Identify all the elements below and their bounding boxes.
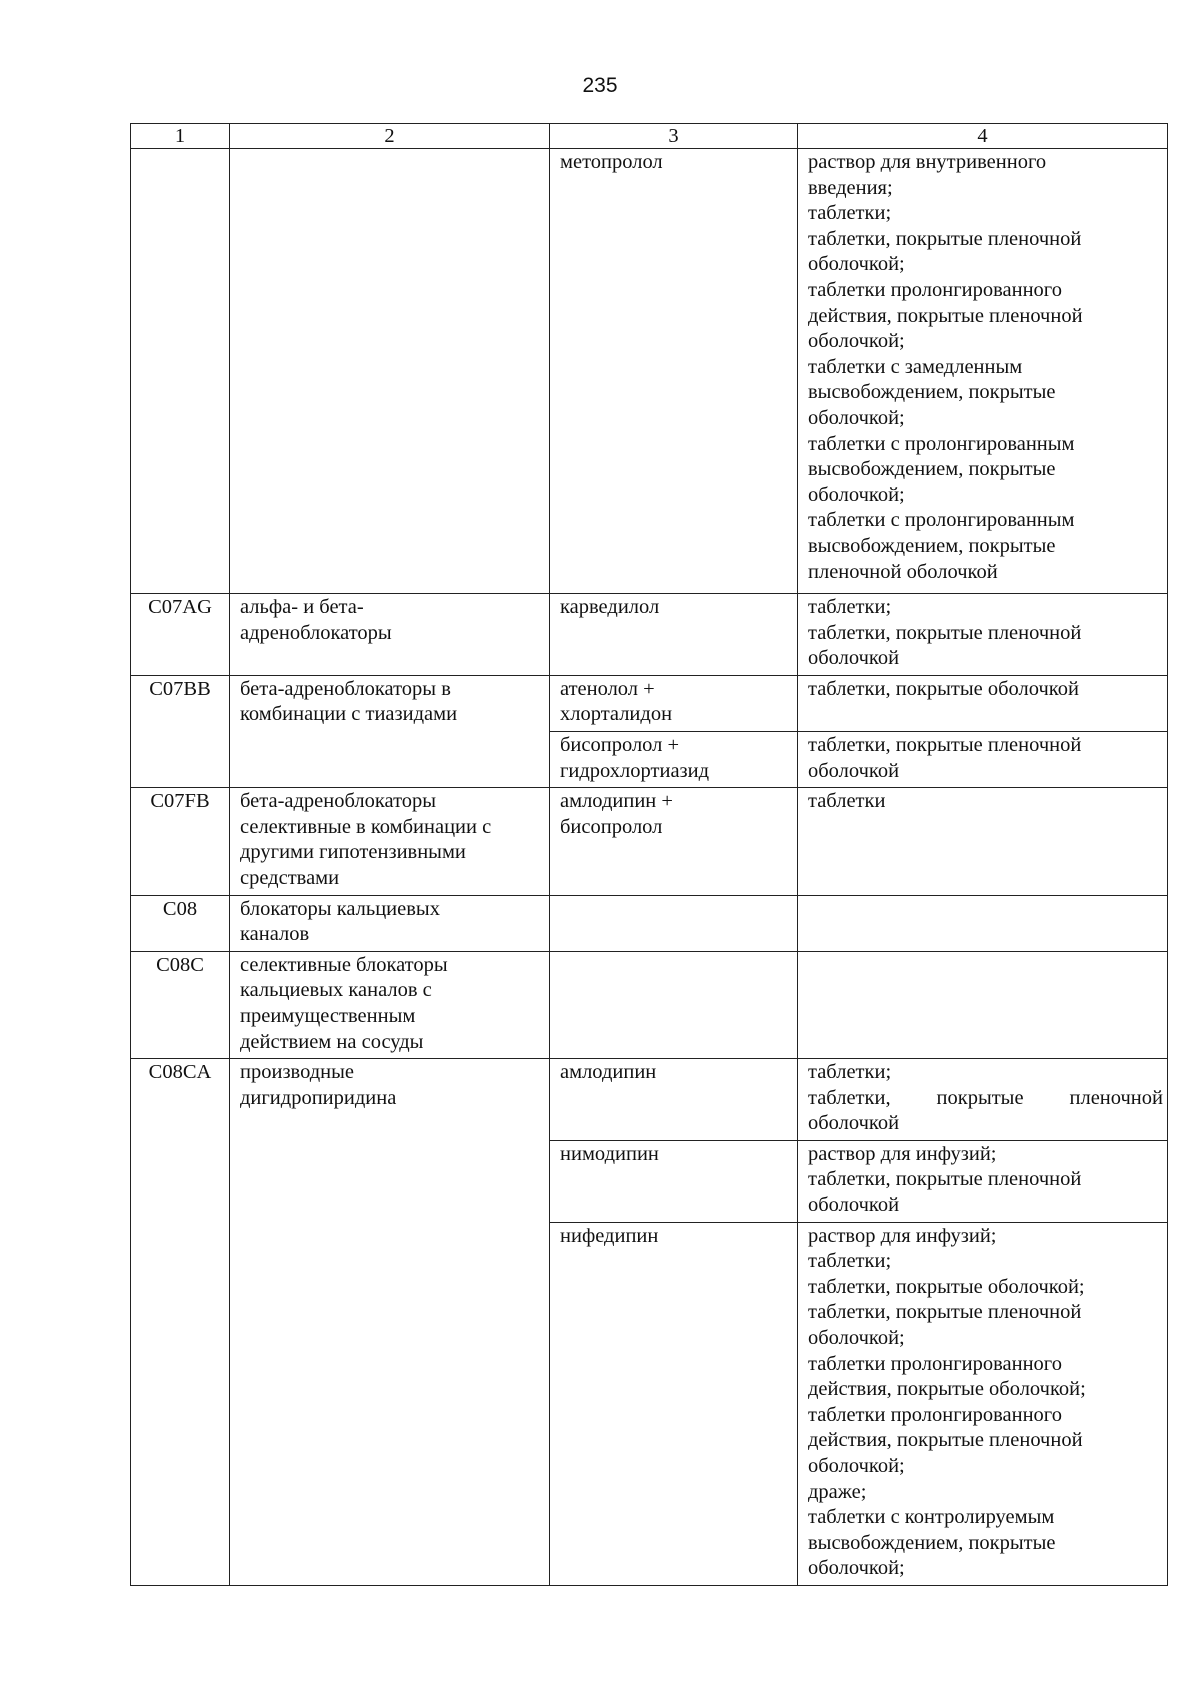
group-name-line: селективные в комбинации с <box>240 815 492 838</box>
drug-name-cell <box>550 895 798 951</box>
table-row <box>131 951 1168 1058</box>
drug-name-line: бисопролол <box>560 815 663 838</box>
dosage-form-cell <box>798 951 1168 1058</box>
atc-code-cell <box>131 149 230 594</box>
dosage-form-line: оболочкой; <box>808 483 905 506</box>
drug-name-cell <box>550 951 798 1058</box>
table-row <box>131 594 1168 676</box>
dosage-form-line: таблетки, покрытые пленочной <box>808 227 1082 250</box>
dosage-form-line: раствор для инфузий; <box>808 1142 997 1165</box>
drug-name-line: хлорталидон <box>560 703 673 726</box>
drug-name-line: нифедипин <box>560 1224 659 1247</box>
group-name-cell <box>230 1059 550 1586</box>
dosage-form-line: введения; <box>808 176 893 199</box>
group-name-line: действием на сосуды <box>240 1030 424 1053</box>
dosage-form-line: таблетки; <box>808 1250 892 1273</box>
dosage-form-line: таблетки, покрытые пленочной <box>808 733 1082 756</box>
dosage-form-cell <box>798 1140 1168 1222</box>
dosage-form-line: таблетки с пролонгированным <box>808 432 1075 455</box>
table-row <box>131 788 1168 895</box>
drug-name-cell <box>550 1059 798 1141</box>
dosage-form-line: таблетки; <box>808 1061 892 1084</box>
dosage-form-line: пленочной оболочкой <box>808 560 998 583</box>
dosage-form-line: таблетки, покрытые пленочной <box>808 621 1082 644</box>
drug-name-cell <box>550 1222 798 1585</box>
dosage-form-cell <box>798 1222 1168 1585</box>
group-name-line: кальциевых каналов с <box>240 979 432 1002</box>
table-row <box>131 1059 1168 1141</box>
dosage-form-line: таблетки, покрытые оболочкой <box>808 677 1079 700</box>
column-header-2: 2 <box>230 124 550 149</box>
dosage-form-cell <box>798 1059 1168 1141</box>
group-name-cell <box>230 149 550 594</box>
dosage-form-line: оболочкой; <box>808 330 905 353</box>
group-name-line: блокаторы кальциевых <box>240 897 440 920</box>
dosage-form-line: высвобождением, покрытые <box>808 1531 1056 1554</box>
dosage-form-line: оболочкой; <box>808 1327 905 1350</box>
drug-name-line: нимодипин <box>560 1142 659 1165</box>
column-header-4: 4 <box>798 124 1168 149</box>
group-name-line: преимущественным <box>240 1004 416 1027</box>
atc-code-cell: C07BB <box>131 675 230 787</box>
dosage-form-line: драже; <box>808 1480 867 1503</box>
dosage-form-line: высвобождением, покрытые <box>808 534 1056 557</box>
dosage-form-cell <box>798 149 1168 594</box>
dosage-form-cell <box>798 594 1168 676</box>
group-name-line: каналов <box>240 923 310 946</box>
group-name-line: бета-адреноблокаторы <box>240 790 437 813</box>
table-row <box>131 895 1168 951</box>
group-name-cell <box>230 895 550 951</box>
dosage-form-line: таблетки; <box>808 202 892 225</box>
dosage-form-line: раствор для внутривенного <box>808 151 1047 173</box>
dosage-form-line: таблетки с пролонгированным <box>808 509 1075 532</box>
dosage-form-line: оболочкой <box>808 1112 900 1135</box>
drug-name-cell <box>550 594 798 676</box>
dosage-form-line: оболочкой <box>808 647 900 670</box>
dosage-form-line: таблетки с контролируемым <box>808 1506 1055 1529</box>
group-name-cell <box>230 788 550 895</box>
drug-name-line: карведилол <box>560 596 660 618</box>
dosage-form-line: таблетки, покрытые пленочной <box>808 1086 1163 1109</box>
group-name-line: адреноблокаторы <box>240 621 392 644</box>
dosage-form-line: раствор для инфузий; <box>808 1224 997 1247</box>
dosage-form-line: оболочкой; <box>808 1557 905 1580</box>
dosage-form-line: таблетки, покрытые пленочной <box>808 1168 1082 1191</box>
dosage-form-cell <box>798 895 1168 951</box>
dosage-form-line: оболочкой; <box>808 406 905 429</box>
drug-name-cell <box>550 1140 798 1222</box>
dosage-form-line: оболочкой; <box>808 253 905 276</box>
atc-code-cell: C08 <box>131 895 230 951</box>
dosage-form-line: высвобождением, покрытые <box>808 458 1056 481</box>
group-name-line: средствами <box>240 866 340 889</box>
atc-code-cell: C08CA <box>131 1059 230 1586</box>
drug-name-line: бисопролол + <box>560 733 680 756</box>
drug-name-line: метопролол <box>560 151 663 173</box>
drug-name-line: амлодипин + <box>560 790 673 813</box>
group-name-line: производные <box>240 1061 355 1084</box>
table-row <box>131 675 1168 731</box>
atc-code-cell: C07AG <box>131 594 230 676</box>
group-name-line: комбинации с тиазидами <box>240 703 458 726</box>
dosage-form-line: действия, покрытые пленочной <box>808 1429 1083 1452</box>
group-name-cell <box>230 594 550 676</box>
drug-name-cell <box>550 675 798 731</box>
dosage-form-line: действия, покрытые оболочкой; <box>808 1378 1086 1401</box>
dosage-form-line: таблетки пролонгированного <box>808 1352 1062 1375</box>
dosage-form-line: высвобождением, покрытые <box>808 381 1056 404</box>
drug-name-cell <box>550 788 798 895</box>
dosage-form-line: таблетки пролонгированного <box>808 278 1062 301</box>
page-number: 235 <box>582 74 618 97</box>
group-name-line: другими гипотензивными <box>240 841 466 864</box>
drug-name-cell <box>550 149 798 594</box>
drug-name-line: атенолол + <box>560 677 655 700</box>
dosage-form-line: таблетки, покрытые оболочкой; <box>808 1275 1085 1298</box>
group-name-line: бета-адреноблокаторы в <box>240 677 451 700</box>
table-header-row <box>131 124 1168 149</box>
group-name-line: дигидропиридина <box>240 1086 397 1109</box>
dosage-form-cell <box>798 731 1168 787</box>
drug-name-cell <box>550 731 798 787</box>
column-header-3: 3 <box>550 124 798 149</box>
dosage-form-line: оболочкой <box>808 759 900 782</box>
atc-code-cell: C08C <box>131 951 230 1058</box>
dosage-form-line: таблетки <box>808 790 886 813</box>
dosage-form-line: таблетки с замедленным <box>808 355 1023 378</box>
dosage-form-line: оболочкой; <box>808 1455 905 1477</box>
atc-code-cell: C07FB <box>131 788 230 895</box>
drug-name-line: амлодипин <box>560 1061 657 1084</box>
dosage-form-line: действия, покрытые пленочной <box>808 304 1083 327</box>
drug-list-table <box>130 123 1168 1586</box>
dosage-form-line: таблетки; <box>808 596 892 618</box>
group-name-line: альфа- и бета- <box>240 596 364 618</box>
group-name-cell <box>230 951 550 1058</box>
dosage-form-line: таблетки пролонгированного <box>808 1403 1062 1426</box>
group-name-line: селективные блокаторы <box>240 953 448 976</box>
table-body <box>131 124 1168 1586</box>
table-row <box>131 149 1168 594</box>
dosage-form-cell <box>798 675 1168 731</box>
dosage-form-cell <box>798 788 1168 895</box>
group-name-cell <box>230 675 550 787</box>
dosage-form-line: таблетки, покрытые пленочной <box>808 1301 1082 1324</box>
column-header-1: 1 <box>131 124 230 149</box>
dosage-form-line: оболочкой <box>808 1194 900 1217</box>
drug-name-line: гидрохлортиазид <box>560 759 710 782</box>
